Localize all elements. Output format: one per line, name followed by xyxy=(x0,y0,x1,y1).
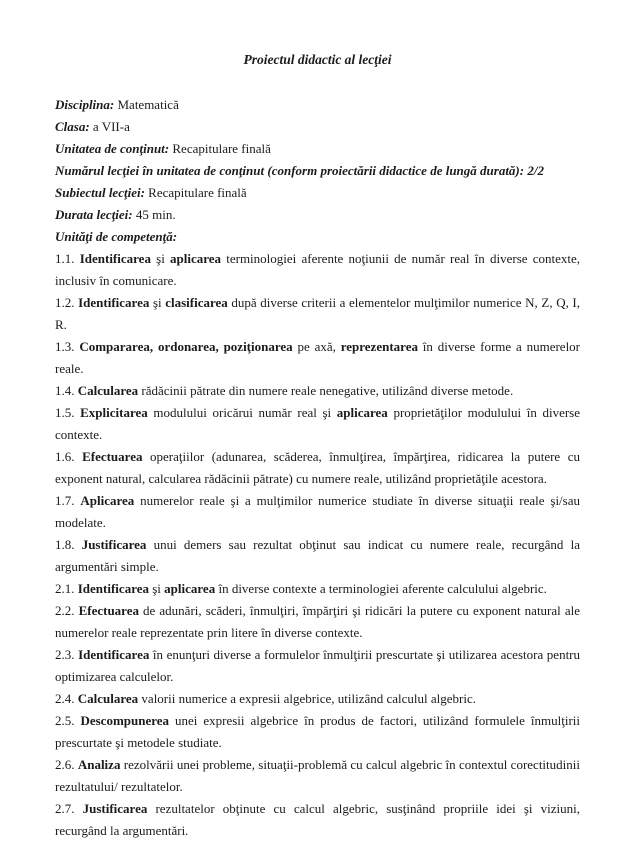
meta-label: Clasa: xyxy=(55,119,90,134)
competency-keyword: aplicarea xyxy=(164,581,216,596)
competency-item xyxy=(55,688,580,710)
meta-value: 45 min. xyxy=(132,207,176,222)
competency-keyword: Identificarea xyxy=(79,251,151,266)
competency-text: unui demers sau rezultat obţinut sau indicat cu numere reale, recurgând la argumentări simple. xyxy=(55,537,580,574)
competency-keyword: Explicitarea xyxy=(80,405,148,420)
competency-keyword: Efectuarea xyxy=(82,449,143,464)
meta-value: a VII-a xyxy=(89,119,130,134)
meta-label: Subiectul lecţiei: xyxy=(55,185,145,200)
competency-text: 1.6. xyxy=(55,449,83,464)
competency-item xyxy=(55,798,580,842)
meta-value: Matematică xyxy=(114,97,179,112)
competency-text: pe axă, xyxy=(292,339,341,354)
competency-text: numerelor reale şi a mulţimilor numerice studiate în diverse situaţii reale şi/sau modelate. xyxy=(55,493,580,530)
competency-keyword: Aplicarea xyxy=(80,493,135,508)
competency-text: 2.5. xyxy=(55,713,81,728)
competency-keyword: Justificarea xyxy=(82,801,148,816)
competency-text: modulului oricărui număr real şi xyxy=(147,405,337,420)
meta-line xyxy=(55,182,580,204)
meta-label: Disciplina: xyxy=(55,97,115,112)
competency-text: în enunţuri diverse a formulelor înmulţirii prescurtate şi utilizarea acestora pentru optimizarea calculelor. xyxy=(55,647,581,684)
competency-text: 2.3. xyxy=(55,647,79,662)
competency-text: în diverse contexte a terminologiei aferente calculului algebric. xyxy=(215,581,547,596)
competency-text: 2.7. xyxy=(55,801,83,816)
competency-text: rezolvării unei probleme, situaţii-problemă cu calcul algebric în contextul corectitudinii rezultatului/ rezultatelor. xyxy=(55,757,580,794)
competency-text: şi xyxy=(150,251,171,266)
competency-text: şi xyxy=(149,581,165,596)
competency-text: operaţiilor (adunarea, scăderea, înmulţirea, împărţirea, ridicarea la putere cu exponent natural, calcularea rădăcinii pătrate) cu numere reale, utilizând proprietăţile acestora. xyxy=(55,449,581,486)
competency-keyword: Identificarea xyxy=(78,647,150,662)
competency-item xyxy=(55,578,580,600)
meta-section xyxy=(55,94,580,248)
competency-text: şi xyxy=(149,295,166,310)
meta-label: Unităţi de competenţă: xyxy=(55,229,178,244)
competency-keyword: clasificarea xyxy=(165,295,228,310)
competency-list xyxy=(55,248,580,842)
competency-text: în diverse forme a numerelor reale. xyxy=(55,339,581,376)
meta-line xyxy=(55,204,580,226)
competency-text: 2.4. xyxy=(55,691,78,706)
competency-text: 1.4. xyxy=(55,383,78,398)
competency-text: rădăcinii pătrate din numere reale nenegative, utilizând diverse metode. xyxy=(138,383,514,398)
competency-item xyxy=(55,644,580,688)
competency-item xyxy=(55,446,580,490)
competency-keyword: Justificarea xyxy=(81,537,147,552)
competency-text: 1.8. xyxy=(55,537,82,552)
competency-item xyxy=(55,380,580,402)
competency-text: 2.1. xyxy=(55,581,78,596)
competency-text: unei expresii algebrice în produs de factori, utilizând formulele înmulţirii prescurtate şi metodele studiate. xyxy=(55,713,580,750)
competency-text: 1.5. xyxy=(55,405,81,420)
meta-label: Durata lecţiei: xyxy=(55,207,133,222)
competency-text: 2.2. xyxy=(55,603,79,618)
competency-text: 1.3. xyxy=(55,339,80,354)
competency-text: după diverse criterii a elementelor mulţimilor numerice N, Z, Q, I, R. xyxy=(55,295,581,332)
competency-keyword: Calcularea xyxy=(77,691,139,706)
competency-text: valorii numerice a expresii algebrice, utilizând calculul algebric. xyxy=(138,691,477,706)
meta-line xyxy=(55,138,580,160)
competency-keyword: Descompunerea xyxy=(80,713,170,728)
competency-text: 1.7. xyxy=(55,493,81,508)
competency-text: 2.6. xyxy=(55,757,78,772)
competency-keyword: Identificarea xyxy=(78,295,150,310)
competency-item xyxy=(55,710,580,754)
meta-line xyxy=(55,226,580,248)
page-title: Proiectul didactic al lecţiei xyxy=(243,52,392,67)
competency-item xyxy=(55,248,580,292)
competency-item xyxy=(55,336,580,380)
meta-value: Recapitulare finală xyxy=(169,141,271,156)
competency-text: rezultatelor obţinute cu calcul algebric, susţinând propriile idei şi viziuni, recurgând la argumentări. xyxy=(55,801,580,838)
competency-keyword: aplicarea xyxy=(336,405,388,420)
meta-line xyxy=(55,160,580,182)
meta-label: Numărul lecţiei în unitatea de conţinut (conform proiectării didactice de lungă durată): 2/2 xyxy=(55,163,544,178)
competency-keyword: reprezentarea xyxy=(340,339,418,354)
competency-text: 1.1. xyxy=(55,251,80,266)
competency-item xyxy=(55,402,580,446)
competency-text: 1.2. xyxy=(55,295,79,310)
competency-keyword: Efectuarea xyxy=(78,603,139,618)
competency-text: terminologiei aferente noţiunii de număr real în diverse contexte, inclusiv în comunicare. xyxy=(55,251,581,288)
competency-keyword: Calcularea xyxy=(77,383,139,398)
competency-keyword: Identificarea xyxy=(77,581,149,596)
competency-text: de adunări, scăderi, înmulţiri, împărţiri şi ridicări la putere cu exponent natural ale numerelor reale reprezentate prin litere în diverse contexte. xyxy=(55,603,580,640)
competency-item xyxy=(55,754,580,798)
meta-line xyxy=(55,94,580,116)
competency-keyword: aplicarea xyxy=(170,251,222,266)
competency-item xyxy=(55,534,580,578)
competency-keyword: Compararea, ordonarea, poziţionarea xyxy=(79,339,293,354)
competency-keyword: Analiza xyxy=(77,757,121,772)
meta-value: Recapitulare finală xyxy=(144,185,247,200)
competency-item xyxy=(55,292,580,336)
competency-item xyxy=(55,600,580,644)
meta-label: Unitatea de conţinut: xyxy=(55,141,170,156)
competency-item xyxy=(55,490,580,534)
competency-text: proprietăţilor modulului în diverse contexte. xyxy=(55,405,581,442)
meta-line xyxy=(55,116,580,138)
